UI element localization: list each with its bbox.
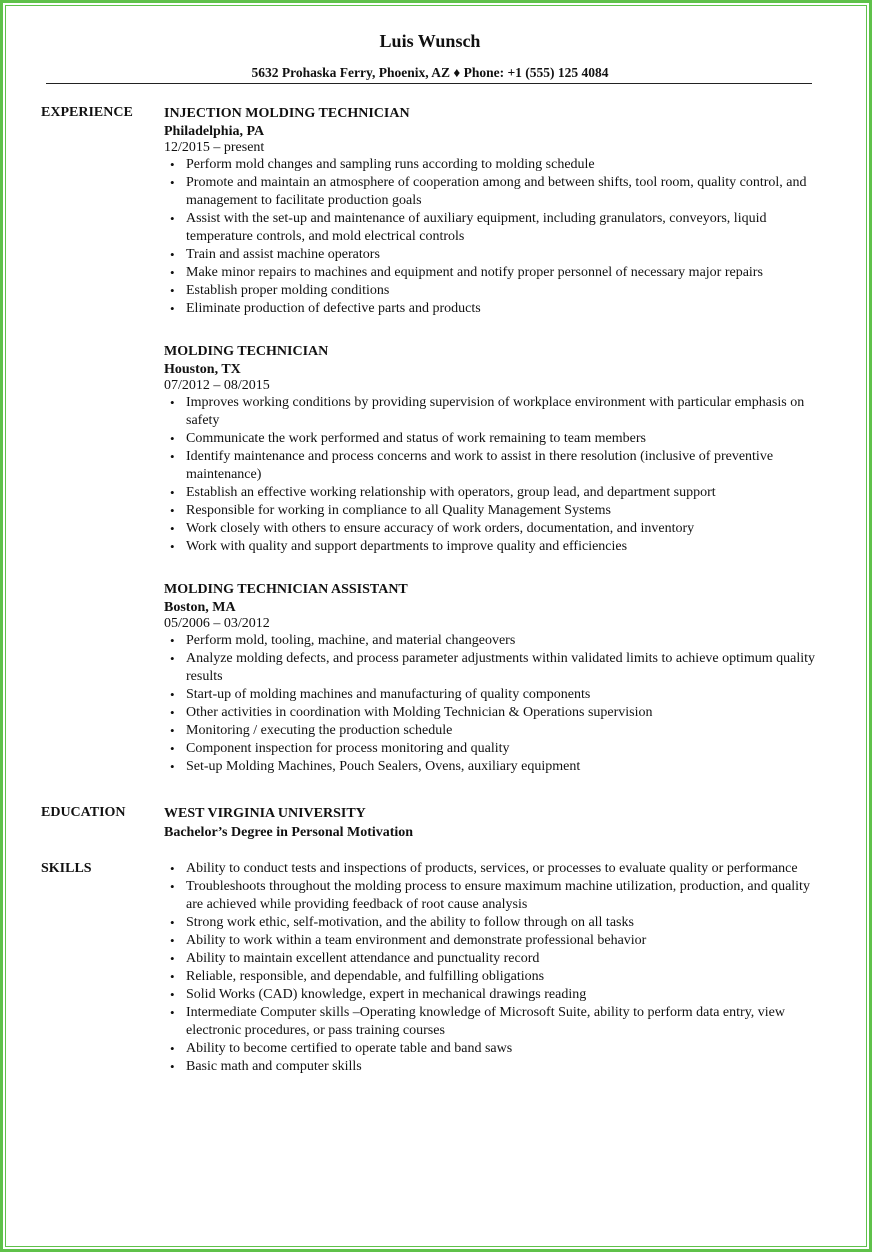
list-item: • Ability to work within a team environment and demonstrate professional behavior [164,932,824,950]
list-item: • Work with quality and support departments to improve quality and efficiencies [164,538,824,556]
list-item: • Improves working conditions by providing supervision of workplace environment with particular emphasis on safety [164,394,824,430]
list-item: • Intermediate Computer skills –Operating knowledge of Microsoft Suite, ability to perform data entry, view electronic procedures, or pass training courses [164,1004,824,1040]
list-item: • Other activities in coordination with Molding Technician & Operations supervision [164,704,824,722]
school-name: WEST VIRGINIA UNIVERSITY [164,806,366,821]
list-item: • Monitoring / executing the production schedule [164,722,824,740]
skills-heading: SKILLS [41,861,92,876]
list-item: • Reliable, responsible, and dependable, and fulfilling obligations [164,968,824,986]
job-location: Boston, MA [164,600,236,615]
list-item: • Start-up of molding machines and manufacturing of quality components [164,686,824,704]
list-item: • Work closely with others to ensure accuracy of work orders, documentation, and inventory [164,520,824,538]
list-item: • Establish proper molding conditions [164,282,824,300]
job-location: Philadelphia, PA [164,124,265,139]
contact-line: 5632 Prohaska Ferry, Phoenix, AZ ♦ Phone: +1 (555) 125 4084 [251,65,609,80]
list-item: • Analyze molding defects, and process parameter adjustments within validated limits to achieve optimum quality results [164,650,824,686]
job-1 [164,105,824,318]
job-bullets [164,156,824,318]
job-title: MOLDING TECHNICIAN ASSISTANT [164,582,408,597]
job-2 [164,343,824,556]
job-dates: 12/2015 – present [164,140,265,155]
list-item: • Ability to become certified to operate table and band saws [164,1040,824,1058]
job-bullets [164,632,824,776]
list-item: • Promote and maintain an atmosphere of cooperation among and between shifts, tool room, quality control, and management to facilitate production goals [164,174,824,210]
list-item: • Ability to maintain excellent attendance and punctuality record [164,950,824,968]
job-title: MOLDING TECHNICIAN [164,344,329,359]
experience-heading: EXPERIENCE [41,105,133,120]
list-item: • Make minor repairs to machines and equipment and notify proper personnel of necessary major repairs [164,264,824,282]
list-item: • Train and assist machine operators [164,246,824,264]
job-bullets [164,394,824,556]
job-location: Houston, TX [164,362,241,377]
job-dates: 07/2012 – 08/2015 [164,378,270,393]
education-heading: EDUCATION [41,805,126,820]
list-item: • Establish an effective working relationship with operators, group lead, and department support [164,484,824,502]
job-3 [164,581,824,776]
list-item: • Perform mold changes and sampling runs according to molding schedule [164,156,824,174]
skills-list [164,860,824,1076]
list-item: • Communicate the work performed and status of work remaining to team members [164,430,824,448]
list-item: • Responsible for working in compliance to all Quality Management Systems [164,502,824,520]
skills-list-block [164,860,824,1076]
list-item: • Perform mold, tooling, machine, and material changeovers [164,632,824,650]
header-divider [46,83,812,84]
list-item: • Solid Works (CAD) knowledge, expert in mechanical drawings reading [164,986,824,1004]
list-item: • Assist with the set-up and maintenance of auxiliary equipment, including granulators, conveyors, liquid temperature controls, and mold electrical controls [164,210,824,246]
education-entry [164,805,824,843]
list-item: • Eliminate production of defective parts and products [164,300,824,318]
degree: Bachelor’s Degree in Personal Motivation [164,825,414,840]
list-item: • Troubleshoots throughout the molding process to ensure maximum machine utilization, production, and quality are achieved while providing feedback of root cause analysis [164,878,824,914]
list-item: • Component inspection for process monitoring and quality [164,740,824,758]
job-title: INJECTION MOLDING TECHNICIAN [164,106,410,121]
list-item: • Strong work ethic, self-motivation, and the ability to follow through on all tasks [164,914,824,932]
list-item: • Basic math and computer skills [164,1058,824,1076]
list-item: • Ability to conduct tests and inspections of products, services, or processes to evaluate quality or performance [164,860,824,878]
list-item: • Set-up Molding Machines, Pouch Sealers, Ovens, auxiliary equipment [164,758,824,776]
list-item: • Identify maintenance and process concerns and work to assist in there resolution (inclusive of preventive maintenance) [164,448,824,484]
resume-name: Luis Wunsch [379,31,481,51]
job-dates: 05/2006 – 03/2012 [164,616,270,631]
